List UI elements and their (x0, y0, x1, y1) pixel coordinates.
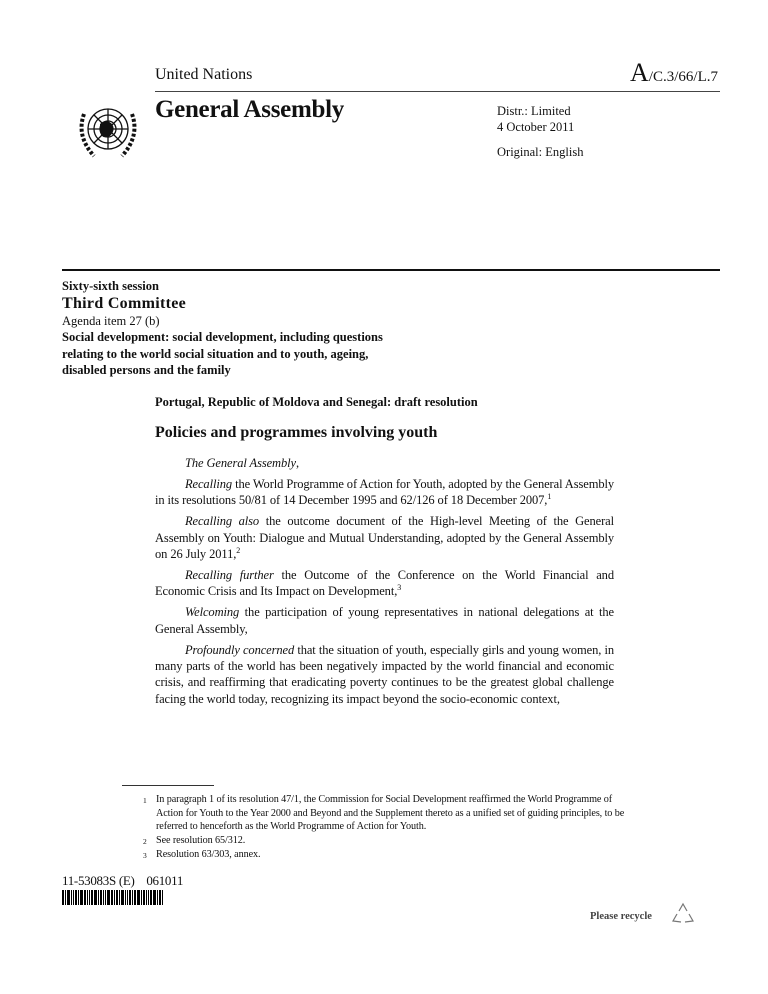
barcode-bar (89, 890, 90, 905)
paragraph-text: the participation of young representatives in national delegations at the General Assembly, (155, 605, 614, 636)
paragraph-lead: Profoundly concerned (185, 642, 295, 657)
paragraph-lead: Welcoming (185, 605, 240, 620)
barcode-bar (116, 890, 118, 905)
agenda-title-line: Social development: social development, including questions (62, 330, 383, 344)
footnote (143, 848, 633, 863)
barcode-bar (157, 890, 158, 905)
barcode-bar (80, 890, 83, 905)
barcode-bar (105, 890, 106, 905)
barcode-bar (98, 890, 99, 905)
barcode-bar (125, 890, 126, 905)
barcode-bar (62, 890, 64, 905)
paragraph-text: the outcome document of the High-level Meeting of the General Assembly on Youth: Dialogue and Mutual Understanding, adopted by the General Assembly on 26 July 2011, (155, 514, 614, 562)
barcode-bar (143, 890, 145, 905)
paragraph-lead: The General Assembly (185, 456, 296, 470)
paragraph (155, 567, 614, 600)
barcode-icon (62, 890, 202, 905)
resolution-body (155, 455, 614, 712)
paragraph (155, 455, 614, 471)
barcode-bar (137, 890, 140, 905)
header-rule (155, 91, 720, 92)
barcode-bar (121, 890, 124, 905)
barcode-bar (71, 890, 72, 905)
barcode-bar (162, 890, 163, 905)
footnote-separator (122, 785, 214, 786)
barcode-bar (141, 890, 142, 905)
agenda-title-line: disabled persons and the family (62, 363, 231, 377)
barcode-bar (67, 890, 70, 905)
date: 4 October 2011 (497, 120, 575, 134)
barcode-bar (65, 890, 66, 905)
recycle-text: Please recycle (590, 910, 652, 922)
footnote-text: Resolution 63/303, annex. (156, 849, 261, 861)
footnote-ref[interactable]: 1 (547, 492, 552, 502)
paragraph (155, 476, 614, 509)
barcode-bar (111, 890, 113, 905)
paragraph (155, 513, 614, 562)
paragraph-lead: Recalling further (185, 567, 274, 582)
barcode-bar (94, 890, 97, 905)
paragraph-text: the Outcome of the Conference on the World Financial and Economic Crisis and Its Impact on Development, (155, 567, 614, 599)
barcode-bar (119, 890, 120, 905)
barcode-bar (75, 890, 77, 905)
barcode-bar (148, 890, 149, 905)
barcode-bar (91, 890, 93, 905)
barcode-bar (146, 890, 147, 905)
barcode-bar (132, 890, 133, 905)
body-name: General Assembly (155, 96, 344, 123)
paragraph-text: the World Programme of Action for Youth, adopted by the General Assembly in its resolutions 50/81 of 14 December 1995 and 62/126 of 18 December 2007, (155, 476, 614, 508)
paragraph-lead: Recalling (185, 476, 233, 491)
barcode-bar (129, 890, 131, 905)
footnote-ref[interactable]: 3 (397, 583, 402, 593)
barcode-bar (87, 890, 88, 905)
footer (62, 873, 722, 933)
session-name: Sixty-sixth session (62, 279, 159, 293)
distribution-block (497, 103, 583, 160)
barcode-bar (153, 890, 156, 905)
barcode-bar (134, 890, 136, 905)
page-bottom (62, 785, 722, 933)
footnote-number: 1 (143, 796, 147, 805)
resolution-title: Policies and programmes involving youth (155, 424, 438, 441)
barcode-bar (159, 890, 161, 905)
footnote-text: See resolution 65/312. (156, 834, 246, 846)
document-symbol (630, 58, 718, 88)
paragraph-lead: Recalling also (185, 514, 260, 529)
paragraph (155, 642, 614, 708)
org-name: United Nations (155, 66, 253, 83)
footnote-text: In paragraph 1 of its resolution 47/1, the Commission for Social Development reaffirmed the World Programme of Action for Youth to the Year 2000 and Beyond and the Supplement thereto as a unified set of guiding principles, to be referred to henceforth as the World Programme of Action for Youth. (156, 794, 625, 833)
paragraph-text: , (295, 456, 299, 470)
barcode-bar (84, 890, 86, 905)
sponsors: Portugal, Republic of Moldova and Senegal: draft resolution (155, 395, 478, 409)
symbol-rest: /C.3/66/L.7 (648, 69, 718, 85)
barcode-bar (73, 890, 74, 905)
footnote-ref[interactable]: 2 (236, 545, 241, 555)
barcode-bar (114, 890, 115, 905)
footnote-number: 2 (143, 836, 147, 846)
original-language: Original: English (497, 145, 584, 159)
barcode-bar (127, 890, 128, 905)
paragraph (155, 604, 614, 637)
barcode-bar (78, 890, 79, 905)
session-block (62, 278, 383, 379)
barcode-bar (150, 890, 152, 905)
committee-name: Third Committee (62, 294, 187, 312)
footnotes (143, 793, 633, 863)
agenda-title-line: relating to the world social situation and to youth, ageing, (62, 346, 369, 361)
footnote-number: 3 (143, 851, 147, 861)
session-rule (62, 269, 720, 271)
recycle-icon (670, 901, 696, 927)
footnote (143, 834, 633, 849)
distribution: Distr.: Limited (497, 104, 571, 118)
agenda-item: Agenda item 27 (b) (62, 313, 160, 328)
barcode-bar (103, 890, 104, 905)
barcode-bar (100, 890, 102, 905)
symbol-prefix: A (630, 58, 649, 87)
footnote (143, 793, 633, 834)
paragraph-text: that the situation of youth, especially girls and young women, in many parts of the world has been negatively impacted by the world financial and economic crisis, and reaffirming that eradicating poverty continues to be the greatest global challenge facing the world today, recognizing its impact beyond the socio-economic context, (155, 642, 615, 706)
barcode-bar (107, 890, 110, 905)
job-code: 11-53083S (E) 061011 (62, 872, 184, 888)
un-emblem-icon (72, 96, 144, 168)
